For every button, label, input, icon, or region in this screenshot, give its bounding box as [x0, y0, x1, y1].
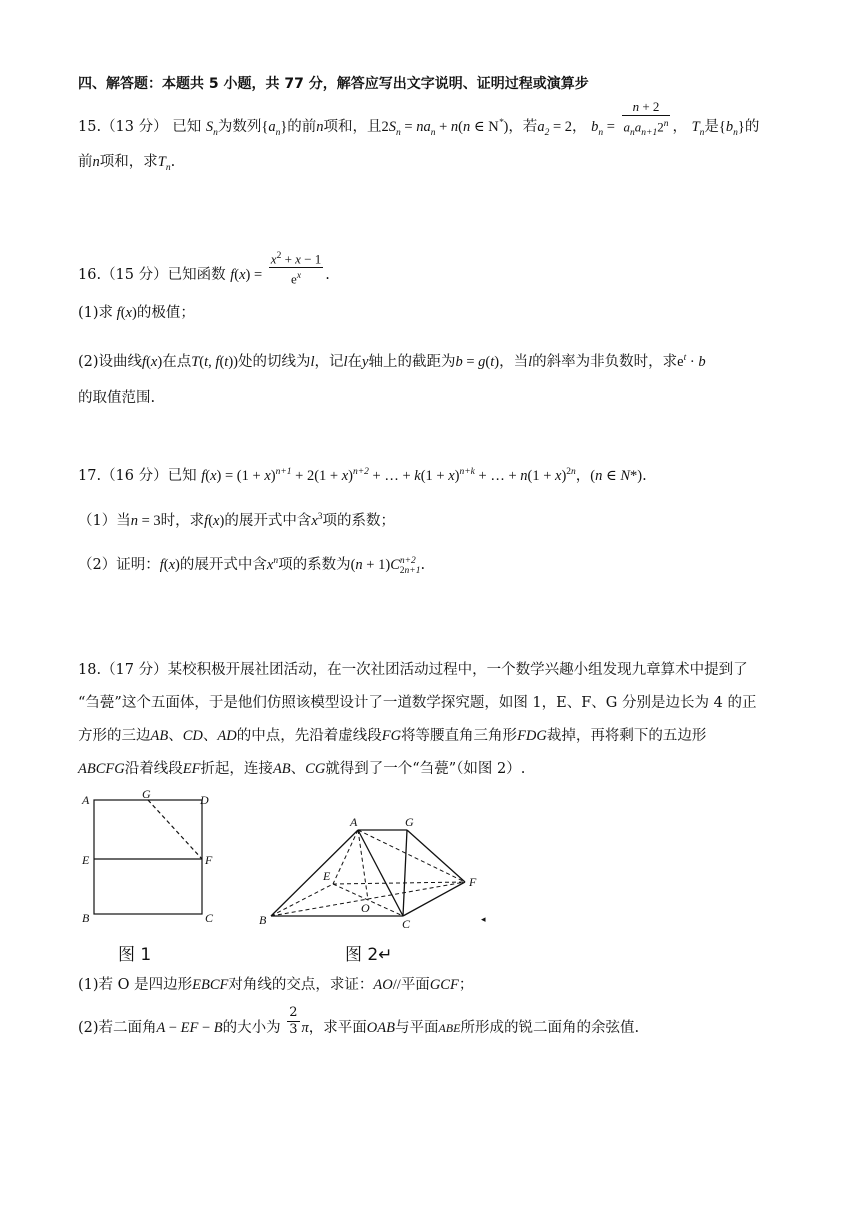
figure-2	[255, 812, 490, 932]
section-heading: 四、解答题：本题共 5 小题，共 77 分，解答应写出文字说明、证明过程或演算步	[78, 76, 589, 92]
fig1-label-f: F	[205, 853, 213, 867]
q18-line3: 方形的三边AB、CD、AD的中点，先沿着虚线段FG将等腰直角三角形FDG裁掉，再将剩下的五边形	[78, 728, 707, 744]
q18-line1: 18.（17 分）某校积极开展社团活动，在一次社团活动过程中，一个数学兴趣小组发现九章算术中提到了	[78, 662, 748, 678]
figure-1	[78, 790, 228, 930]
fig2-label-c: C	[402, 917, 411, 931]
fig1-label-b: B	[82, 911, 90, 925]
q18-line2: “刍甍”这个五面体，于是他们仿照该模型设计了一道数学探究题，如图 1，E、F、G 分别是边长为 4 的正	[78, 695, 757, 711]
fig2-label-a: A	[350, 815, 358, 829]
q18-part1: (1)若 O 是四边形EBCF对角线的交点，求证：AO//平面GCF；	[78, 977, 474, 993]
fig2-stray-mark: ◂	[481, 914, 486, 924]
q17-part1: （1）当n = 3时，求f(x)的展开式中含$x^3$项的系数；	[78, 512, 396, 529]
fig1-label-d: D	[200, 793, 209, 807]
q18-part2: (2)若二面角A − EF − B的大小为 $\frac{2}{3}$ π，求平面OAB与平面ABE所形成的锐二面角的余弦值.	[78, 1004, 640, 1037]
q17-line1: 17.（16 分）已知 $f(x) = (1 + x)^{n+1} + 2(1 + x)^{n+2}$ + … + $k(1 + x)^{n+k}$ + … + $n(1 + x)^{2n}$，(n ∈ N*).	[78, 467, 647, 484]
q15-line2: 前n项和，求$T_n$.	[78, 154, 176, 173]
fig1-label-a: A	[82, 793, 90, 807]
q17-part2: （2）证明：f(x)的展开式中含$x^n$项的系数为$(n + 1)C^{n+2}_{2n+1}$.	[78, 556, 426, 576]
q16-part2: (2)设曲线f(x)在点T(t, f(t))处的切线为l，记l在y轴上的截距为b = g(t)，当l的斜率为非负数时，求$e^t \cdot b$	[78, 353, 706, 370]
q16-part2-cont: 的取值范围.	[78, 390, 156, 406]
fig1-label-c: C	[205, 911, 214, 925]
fig2-label-e: E	[323, 869, 331, 883]
q16-part1: (1)求 f(x)的极值；	[78, 305, 195, 321]
fig2-label-g: G	[405, 815, 414, 829]
fig1-label-e: E	[82, 853, 90, 867]
q16-line1: 16.（15 分）已知函数 f(x) = $\frac{x^2 + x - 1}{e^x}$ .	[78, 262, 330, 288]
fig2-label-f: F	[469, 875, 477, 889]
q18-line4: ABCFG沿着线段EF折起，连接AB、CG就得到了一个“刍甍”（如图 2）.	[78, 761, 526, 777]
fig1-label-g: G	[142, 790, 151, 801]
fig2-label-b: B	[259, 913, 267, 927]
figure-1-caption: 图 1	[118, 945, 152, 965]
fig2-label-o: O	[361, 901, 370, 915]
figure-2-caption: 图 2↵	[345, 945, 393, 965]
q15-line1: 15.（13 分） 已知 $S_n$为数列$\{a_n\}$的前n项和，且$2S_n = na_n + n(n$ ∈ N*)，若$a_2 = 2$， $b_n$ = $\frac{n + 2}{a_na_{n+1}2^n}$ ， $T_n$是$\{b_n\}$的	[78, 99, 760, 138]
